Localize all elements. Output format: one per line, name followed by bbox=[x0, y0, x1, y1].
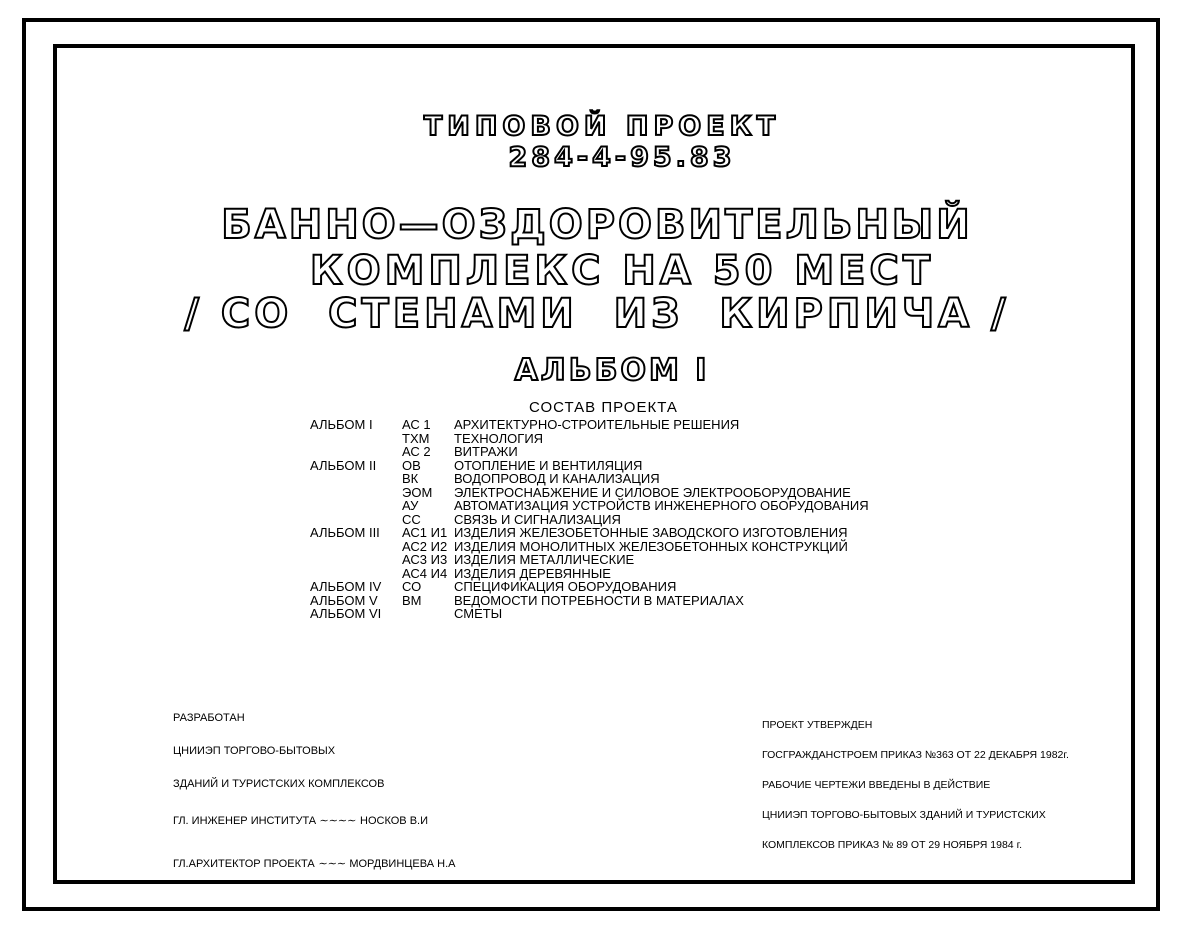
contents-row bbox=[310, 567, 869, 581]
album-label: АЛЬБОМ III bbox=[310, 525, 380, 540]
album-label bbox=[310, 553, 402, 567]
section-title: СМЕТЫ bbox=[454, 606, 503, 621]
section-code: ОВ bbox=[402, 457, 421, 473]
section-code: АС3 И3 bbox=[402, 552, 448, 567]
chief-engineer-name: НОСКОВ В.И bbox=[360, 815, 428, 827]
approval-line-3: РАБОЧИЕ ЧЕРТЕЖИ ВВЕДЕНЫ В ДЕЙСТВИЕ bbox=[762, 779, 991, 791]
section-title: ОТОПЛЕНИЕ И ВЕНТИЛЯЦИЯ bbox=[454, 457, 643, 473]
section-title: ВЕДОМОСТИ ПОТРЕБНОСТИ В МАТЕРИАЛАХ bbox=[454, 592, 744, 608]
chief-engineer-label: ГЛ. ИНЖЕНЕР ИНСТИТУТА bbox=[173, 815, 317, 827]
section-code: ТХМ bbox=[402, 430, 430, 446]
section-title: ВИТРАЖИ bbox=[454, 444, 518, 459]
chief-architect-name: МОРДВИНЦЕВА Н.А bbox=[349, 858, 456, 870]
signature: ~~~ bbox=[313, 857, 351, 870]
approval-line-1: ПРОЕКТ УТВЕРЖДЕН bbox=[762, 719, 873, 731]
album-label: АЛЬБОМ VI bbox=[310, 606, 382, 621]
section-code bbox=[402, 607, 454, 621]
contents-row bbox=[310, 553, 869, 567]
section-title: ТЕХНОЛОГИЯ bbox=[454, 430, 544, 446]
developer-block bbox=[173, 691, 455, 881]
contents-row bbox=[310, 526, 869, 540]
title-line-1: БАННО—ОЗДОРОВИТЕЛЬНЫЙ bbox=[221, 202, 973, 248]
contents-heading: СОСТАВ ПРОЕКТА bbox=[529, 399, 678, 416]
contents-row bbox=[310, 459, 869, 473]
section-code: АС1 И1 bbox=[402, 525, 448, 540]
album-label bbox=[310, 445, 402, 459]
album-label bbox=[310, 432, 402, 446]
signature: ~~~~ bbox=[314, 814, 362, 827]
contents-row bbox=[310, 540, 869, 554]
section-code: СО bbox=[402, 579, 422, 594]
contents-row bbox=[310, 513, 869, 527]
developer-line-1: РАЗРАБОТАН bbox=[173, 712, 245, 724]
contents-row bbox=[310, 432, 869, 446]
contents-row bbox=[310, 607, 869, 621]
album-label bbox=[310, 567, 402, 581]
album-label: АЛЬБОМ II bbox=[310, 457, 377, 473]
contents-row bbox=[310, 445, 869, 459]
project-number: 284-4-95.83 bbox=[508, 142, 736, 173]
album-label bbox=[310, 499, 402, 513]
contents-row bbox=[310, 580, 869, 594]
section-code: АС 2 bbox=[402, 444, 431, 459]
contents-row bbox=[310, 418, 869, 432]
contents-table bbox=[310, 418, 869, 621]
section-code: ВМ bbox=[402, 592, 422, 608]
section-code: АУ bbox=[402, 498, 419, 513]
album-label: АЛЬБОМ IV bbox=[310, 579, 382, 594]
album-label: АЛЬБОМ V bbox=[310, 592, 378, 608]
section-code: АС4 И4 bbox=[402, 565, 448, 581]
contents-row bbox=[310, 472, 869, 486]
developer-line-5 bbox=[173, 858, 455, 870]
album-label bbox=[310, 513, 402, 527]
chief-architect-label: ГЛ.АРХИТЕКТОР ПРОЕКТА bbox=[173, 858, 315, 870]
title-line-3: / СО СТЕНАМИ ИЗ КИРПИЧА / bbox=[184, 291, 1010, 337]
contents-row bbox=[310, 594, 869, 608]
section-title: СВЯЗЬ И СИГНАЛИЗАЦИЯ bbox=[454, 511, 621, 527]
section-title: ВОДОПРОВОД И КАНАЛИЗАЦИЯ bbox=[454, 471, 660, 486]
section-title: ИЗДЕЛИЯ МОНОЛИТНЫХ ЖЕЛЕЗОБЕТОННЫХ КОНСТРУКЦИЙ bbox=[454, 538, 848, 554]
contents-row bbox=[310, 499, 869, 513]
contents-row bbox=[310, 486, 869, 500]
project-type-heading: ТИПОВОЙ ПРОЕКТ bbox=[423, 111, 781, 142]
section-title: АРХИТЕКТУРНО-СТРОИТЕЛЬНЫЕ РЕШЕНИЯ bbox=[454, 417, 740, 432]
section-title: АВТОМАТИЗАЦИЯ УСТРОЙСТВ ИНЖЕНЕРНОГО ОБОРУДОВАНИЯ bbox=[454, 498, 869, 513]
album-label bbox=[310, 472, 402, 486]
section-title: ИЗДЕЛИЯ ЖЕЛЕЗОБЕТОННЫЕ ЗАВОДСКОГО ИЗГОТОВЛЕНИЯ bbox=[454, 525, 848, 540]
approval-line-2: ГОСГРАЖДАНСТРОЕМ ПРИКАЗ №363 ОТ 22 ДЕКАБРЯ 1982г. bbox=[762, 749, 1069, 761]
developer-line-2: ЦНИИЭП ТОРГОВО-БЫТОВЫХ bbox=[173, 745, 336, 757]
album-heading: АЛЬБОМ I bbox=[514, 353, 710, 388]
title-line-2: КОМПЛЕКС НА 50 МЕСТ bbox=[309, 248, 935, 294]
approval-block bbox=[762, 700, 1069, 860]
album-label: АЛЬБОМ I bbox=[310, 417, 373, 432]
section-title: ИЗДЕЛИЯ ДЕРЕВЯННЫЕ bbox=[454, 565, 611, 581]
album-label bbox=[310, 486, 402, 500]
section-title: ЭЛЕКТРОСНАБЖЕНИЕ И СИЛОВОЕ ЭЛЕКТРООБОРУДОВАНИЕ bbox=[454, 484, 851, 500]
section-code: ВК bbox=[402, 471, 419, 486]
section-code: ЭОМ bbox=[402, 484, 433, 500]
section-title: ИЗДЕЛИЯ МЕТАЛЛИЧЕСКИЕ bbox=[454, 552, 635, 567]
developer-line-3: ЗДАНИЙ И ТУРИСТСКИХ КОМПЛЕКСОВ bbox=[173, 778, 385, 790]
section-title: СПЕЦИФИКАЦИЯ ОБОРУДОВАНИЯ bbox=[454, 579, 677, 594]
album-label bbox=[310, 540, 402, 554]
section-code: АС 1 bbox=[402, 417, 431, 432]
developer-line-4 bbox=[173, 815, 455, 827]
approval-line-5: КОМПЛЕКСОВ ПРИКАЗ № 89 ОТ 29 НОЯБРЯ 1984 г. bbox=[762, 839, 1023, 851]
section-code: СС bbox=[402, 511, 421, 527]
approval-line-4: ЦНИИЭП ТОРГОВО-БЫТОВЫХ ЗДАНИЙ И ТУРИСТСКИХ bbox=[762, 809, 1046, 821]
section-code: АС2 И2 bbox=[402, 538, 448, 554]
